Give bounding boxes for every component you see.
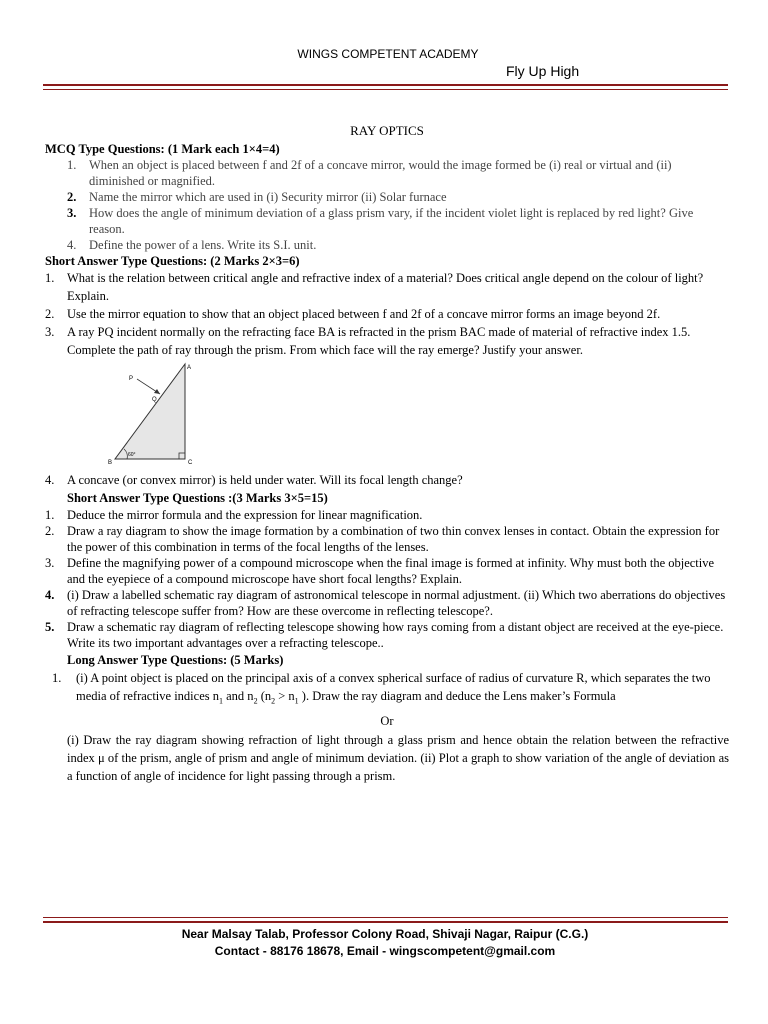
short3-heading-marks: :(3 Marks 3×5=15) <box>225 491 328 505</box>
header-rule-thin <box>43 89 728 90</box>
mcq-text: Name the mirror which are used in (i) Security mirror (ii) Solar furnace <box>89 190 447 204</box>
short3-number: 5. <box>45 620 55 634</box>
mcq-item <box>45 205 729 237</box>
short3-text: Deduce the mirror formula and the expression for linear magnification. <box>67 508 423 522</box>
short3-heading <box>45 489 729 507</box>
short3-heading-label: Short Answer Type Questions <box>67 491 226 505</box>
prism-triangle <box>115 364 185 459</box>
tagline: Fly Up High <box>506 63 580 79</box>
label-q: Q <box>152 397 157 403</box>
short3-number: 4. <box>45 588 55 602</box>
mcq-item <box>45 157 729 189</box>
long-heading <box>45 651 729 669</box>
label-c: C <box>188 460 193 466</box>
short2-text: Use the mirror equation to show that an object placed between f and 2f of a concave mirror forms an image beyond 2f. <box>67 307 661 321</box>
or-separator: Or <box>380 713 394 728</box>
mcq-heading <box>45 141 729 157</box>
document-body <box>45 123 729 785</box>
long-heading-marks: : (5 Marks) <box>222 653 284 667</box>
short3-text: Draw a schematic ray diagram of reflecting telescope showing how rays coming from a distant object are received at the eye-piece. Write its two important advantages over a refracting telescope.. <box>67 620 724 650</box>
long-heading-label: Long Answer Type Questions <box>67 653 223 667</box>
short2-text: A ray PQ incident normally on the refracting face BA is refracted in the prism BAC made of material of refractive index 1.5. Complete the path of ray through the prism. From which face will the ray emerge? Justify your answer. <box>67 325 691 357</box>
short2-item <box>45 471 729 489</box>
short2-number: 2. <box>45 307 55 321</box>
long-number: 1. <box>52 671 62 685</box>
short3-number: 2. <box>45 524 55 538</box>
short3-text: (i) Draw a labelled schematic ray diagram of astronomical telescope in normal adjustment. (ii) Which two aberrations do objectives of refracting telescope suffer from? How are these overcome in reflecting telescope?. <box>67 588 726 618</box>
label-p: P <box>129 376 134 382</box>
footer-address: Near Malsay Talab, Professor Colony Road, Shivaji Nagar, Raipur (C.G.) <box>181 927 589 941</box>
academy-name: WINGS COMPETENT ACADEMY <box>297 47 479 61</box>
short3-item <box>45 555 729 587</box>
mcq-text: How does the angle of minimum deviation of a glass prism vary, if the incident violet light is replaced by red light? Give reason. <box>89 206 694 236</box>
short2-text: What is the relation between critical angle and refractive index of a material? Does critical angle depend on the colour of light? Explain. <box>67 271 704 303</box>
footer-rule-thin <box>43 917 728 918</box>
short3-text: Define the magnifying power of a compound microscope when the final image is formed at infinity. Why must both the objective and the eyepiece of a compound microscope have short focal lengths? Explain. <box>67 556 715 586</box>
mcq-number: 4. <box>67 238 77 252</box>
mcq-text: When an object is placed between f and 2f of a concave mirror, would the image formed be (i) real or virtual and (ii) diminished or magnified. <box>89 158 672 188</box>
header-rule <box>43 84 728 86</box>
short3-text: Draw a ray diagram to show the image formation by a combination of two thin convex lenses in contact. Obtain the expression for the power of this combination in terms of the focal lengths of the lenses. <box>67 524 720 554</box>
short2-number: 3. <box>45 325 55 339</box>
footer-rule <box>43 921 728 923</box>
short2-text: A concave (or convex mirror) is held under water. Will its focal length change? <box>67 473 463 487</box>
page-title: RAY OPTICS <box>350 123 424 138</box>
mcq-item <box>45 237 729 253</box>
short3-item <box>45 523 729 555</box>
footer-contact: Contact - 88176 18678, Email - wingscompetent@gmail.com <box>214 944 556 958</box>
long-question-1 <box>45 669 729 711</box>
mcq-text: Define the power of a lens. Write its S.I. unit. <box>89 238 317 252</box>
mcq-number: 1. <box>67 158 77 172</box>
mcq-item <box>45 189 729 205</box>
short2-item <box>45 269 729 305</box>
long-alternative: (i) Draw the ray diagram showing refraction of light through a glass prism and hence obtain the relation between the refractive index μ of the prism, angle of prism and angle of minimum deviation. (ii) Plot a graph to show variation of the angle of deviation as a function of angle of incidence for light passing through a prism. <box>67 732 729 783</box>
long-text: (i) A point object is placed on the principal axis of a convex spherical surface of radius of curvature R, which separates the two media of refractive indices $n_1$ and $n_2$ ($n_2 > n_1$ ). Draw the ray diagram and deduce the Lens maker’s Formula <box>76 671 711 706</box>
short2-item <box>45 323 729 359</box>
mcq-number: 2. <box>67 190 77 204</box>
short3-number: 1. <box>45 508 55 522</box>
mcq-number: 3. <box>67 206 77 220</box>
short3-item <box>45 619 729 651</box>
short2-item <box>45 305 729 323</box>
short2-number: 1. <box>45 271 55 285</box>
ray-arrowhead <box>154 389 160 394</box>
mcq-heading-label: MCQ Type Questions <box>45 142 161 156</box>
label-a: A <box>187 365 192 371</box>
short2-heading: Short Answer Type Questions: (2 Marks 2×3=6) <box>45 254 300 268</box>
short3-item <box>45 507 729 523</box>
short2-number: 4. <box>45 473 55 487</box>
short3-number: 3. <box>45 556 55 570</box>
mcq-heading-marks: : (1 Mark each 1×4=4) <box>160 142 280 156</box>
short3-item <box>45 587 729 619</box>
label-b: B <box>108 460 113 466</box>
prism-figure <box>75 361 195 469</box>
angle-label: 60° <box>128 452 136 458</box>
